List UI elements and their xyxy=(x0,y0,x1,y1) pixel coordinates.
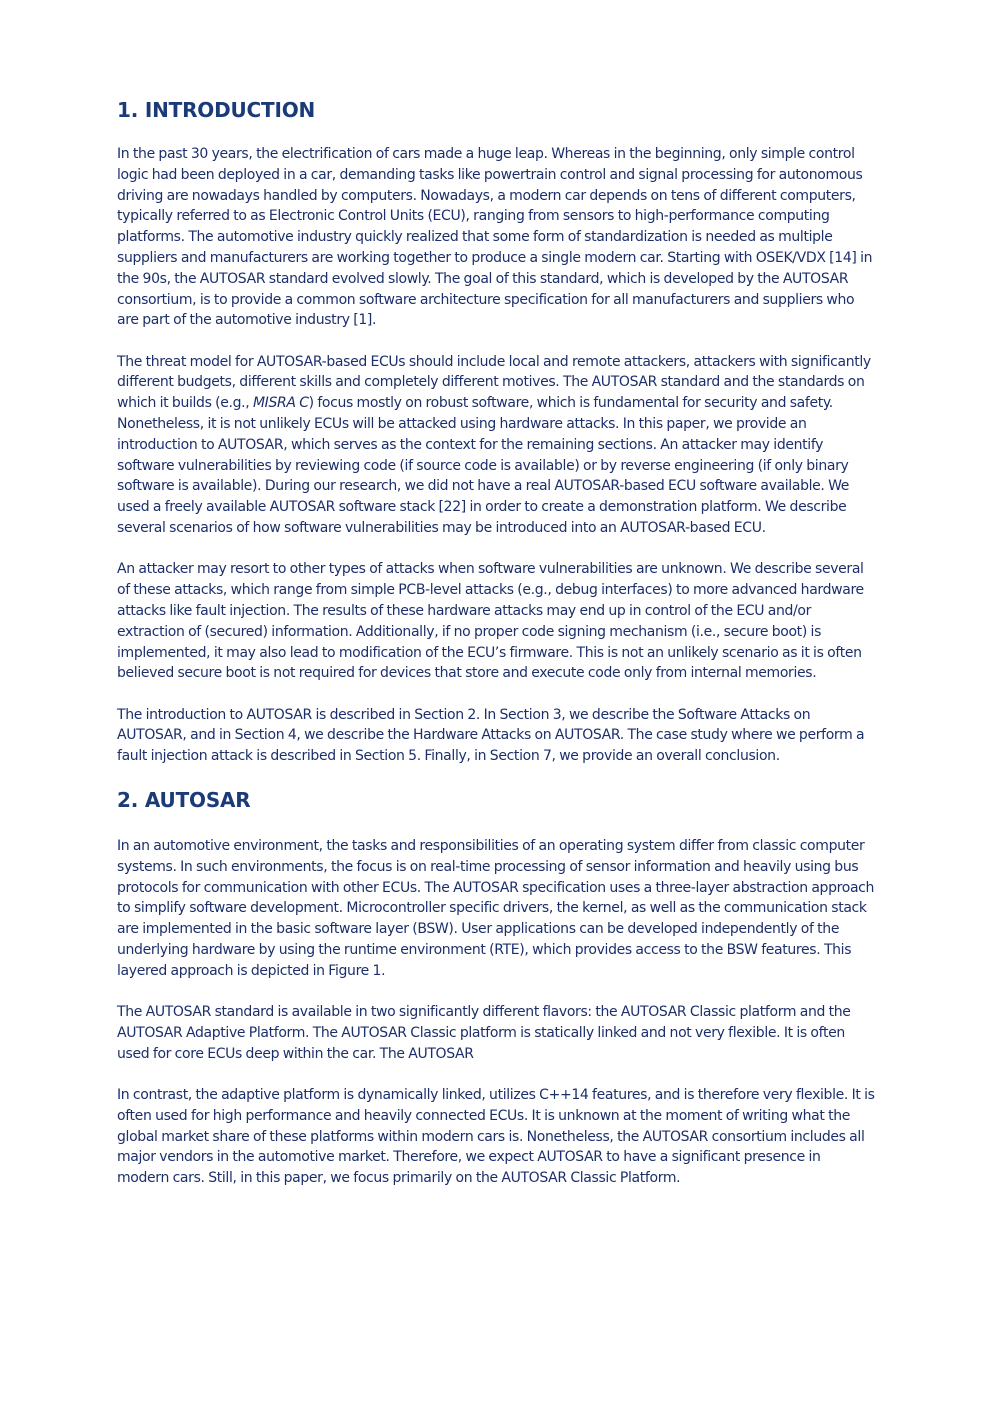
introduction-paragraph-4: The introduction to AUTOSAR is described in Section 2. In Section 3, we describe the Software Attacks on AUTOSAR, and in Section 4, we describe the Hardware Attacks on AUTOSAR. The case study where we perform a fault injection attack is described in Section 5. Finally, in Section 7, we provide an overall conclusion. xyxy=(117,706,865,765)
section-heading-introduction: 1. INTRODUCTION xyxy=(117,98,316,122)
misra-c-italic: MISRA C xyxy=(252,395,309,412)
introduction-paragraph-1: In the past 30 years, the electrification of cars made a huge leap. Whereas in the beginning, only simple control logic had been deployed in a car, demanding tasks like powertrain control and signal processing for autonomous driving are nowadays handled by computers. Nowadays, a modern car depends on tens of different computers, typically referred to as Electronic Control Units (ECU), ranging from sensors to high-performance computing platforms. The automotive industry quickly realized that some form of standardization is needed as multiple suppliers and manufacturers are working together to produce a single modern car. Starting with OSEK/VDX [14] in the 90s, the AUTOSAR standard evolved slowly. The goal of this standard, which is developed by the AUTOSAR consortium, is to provide a common software architecture specification for all manufacturers and suppliers who are part of the automotive industry [1]. xyxy=(117,146,873,329)
autosar-paragraph-3: In contrast, the adaptive platform is dynamically linked, utilizes C++14 features, and is therefore very flexible. It is often used for high performance and heavily connected ECUs. It is unknown at the moment of writing what the global market share of these platforms within modern cars is. Nonetheless, the AUTOSAR consortium includes all major vendors in the automotive market. Therefore, we expect AUTOSAR to have a significant presence in modern cars. Still, in this paper, we focus primarily on the AUTOSAR Classic Platform. xyxy=(117,1086,875,1187)
section-heading-autosar: 2. AUTOSAR xyxy=(117,788,251,813)
introduction-paragraph-3: An attacker may resort to other types of attacks when software vulnerabilities are unknown. We describe several of these attacks, which range from simple PCB-level attacks (e.g., debug interfaces) to more advanced hardware attacks like fault injection. The results of these hardware attacks may end up in control of the ECU and/or extraction of (secured) information. Additionally, if no proper code signing mechanism (i.e., secure boot) is implemented, it may also lead to modification of the ECU’s firmware. This is not an unlikely scenario as it is often believed secure boot is not required for devices that store and execute code only from internal memories. xyxy=(117,561,864,682)
paragraph-text: ) focus mostly on robust software, which is fundamental for security and safety. Nonetheless, it is not unlikely ECUs will be attacked using hardware attacks. In this paper, we provide an introduction to AUTOSAR, which serves as the context for the remaining sections. An attacker may identify software vulnerabilities by reviewing code (if source code is available) or by reverse engineering (if only binary software is available). During our research, we did not have a real AUTOSAR-based ECU software available. We used a freely available AUTOSAR software stack [22] in order to create a demonstration platform. We describe several scenarios of how software vulnerabilities may be introduced into an AUTOSAR-based ECU. xyxy=(117,395,850,537)
paragraph-text: The threat model for AUTOSAR-based ECUs should include local and remote attackers, attackers with significantly different budgets, different skills and completely different motives. The AUTOSAR standard and the standards on which it builds (e.g., xyxy=(117,353,871,412)
autosar-paragraph-1: In an automotive environment, the tasks and responsibilities of an operating system differ from classic computer systems. In such environments, the focus is on real-time processing of sensor information and heavily using bus protocols for communication with other ECUs. The AUTOSAR specification uses a three-layer abstraction approach to simplify software development. Microcontroller specific drivers, the kernel, as well as the communication stack are implemented in the basic software layer (BSW). User applications can be developed independently of the underlying hardware by using the runtime environment (RTE), which provides access to the BSW features. This layered approach is depicted in Figure 1. xyxy=(117,838,875,979)
page-content xyxy=(117,96,875,1189)
autosar-paragraph-2: The AUTOSAR standard is available in two significantly different flavors: the AUTOSAR Classic platform and the AUTOSAR Adaptive Platform. The AUTOSAR Classic platform is statically linked and not very flexible. It is often used for core ECUs deep within the car. The AUTOSAR xyxy=(117,1004,851,1062)
introduction-paragraph-2 xyxy=(117,352,875,539)
